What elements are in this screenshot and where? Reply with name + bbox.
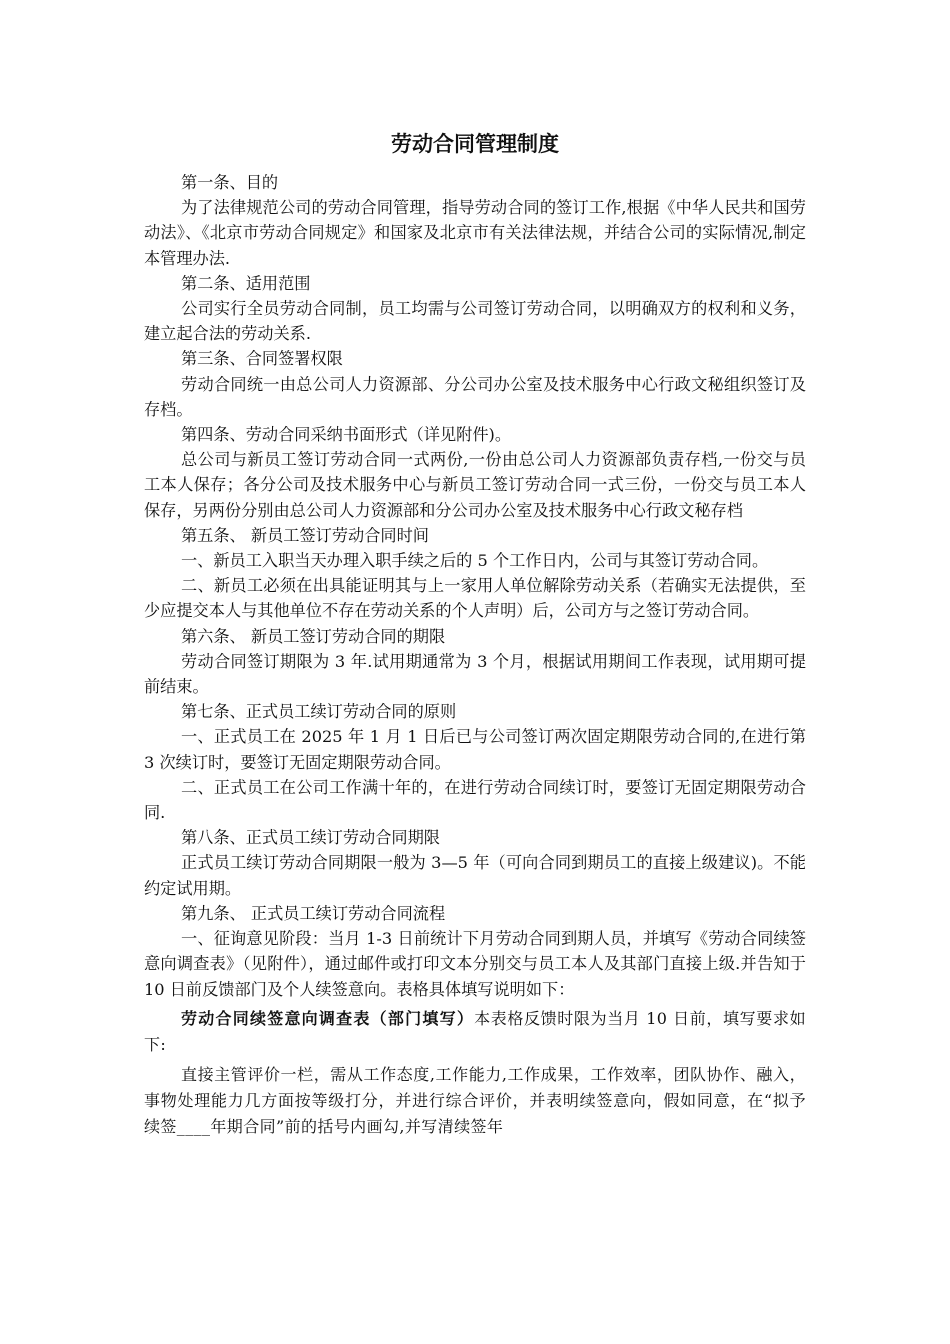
form-name: 劳动合同续签意向调查表（部门填写）: [181, 1008, 475, 1028]
article-7-heading: 第七条、正式员工续订劳动合同的原则: [181, 702, 457, 722]
article-6-body: 劳动合同签订期限为 3 年.试用期通常为 3 个月，根据试用期间工作表现，试用期可提前结束。: [144, 651, 806, 697]
form-note-text: 本表格反馈时限为当月 10 日前，填写要求如下:: [144, 1008, 806, 1054]
article-8-heading: 第八条、正式员工续订劳动合同期限: [181, 828, 440, 848]
article-6-heading: 第六条、 新员工签订劳动合同的期限: [181, 626, 446, 646]
article-4-heading: 第四条、劳动合同采纳书面形式（详见附件)。: [181, 425, 512, 445]
article-5-heading: 第五条、 新员工签订劳动合同时间: [181, 525, 429, 545]
article-3-body: 劳动合同统一由总公司人力资源部、分公司办公室及技术服务中心行政文秘组织签订及存档。: [144, 374, 806, 419]
document-page: [144, 128, 806, 1140]
article-7-item-2: 二、正式员工在公司工作满十年的，在进行劳动合同续订时，要签订无固定期限劳动合同.: [144, 777, 806, 823]
document-title: 劳动合同管理制度: [391, 132, 559, 156]
article-4-body: 总公司与新员工签订劳动合同一式两份,一份由总公司人力资源部负责存档,一份交与员工本人保存；各分公司及技术服务中心与新员工签订劳动合同一式三份，一份交与员工本人保存，另两份分别由总公司人力资源部和分公司办公室及技术服务中心行政文秘存档: [144, 450, 806, 520]
article-8-body: 正式员工续订劳动合同期限一般为 3—5 年（可向合同到期员工的直接上级建议)。不能约定试用期。: [144, 853, 806, 898]
article-1-heading: 第一条、目的: [181, 173, 279, 192]
article-9-heading: 第九条、 正式员工续订劳动合同流程: [181, 903, 446, 923]
article-2-heading: 第二条、适用范围: [181, 273, 311, 293]
article-1-body: 为了法律规范公司的劳动合同管理，指导劳动合同的签订工作,根据《中华人民共和国劳动法》、《北京市劳动合同规定》和国家及北京市有关法律法规，并结合公司的实际情况,制定本管理办法.: [144, 198, 806, 268]
article-7-item-1: 一、正式员工在 2025 年 1 月 1 日后已与公司签订两次固定期限劳动合同的,在进行第 3 次续订时，要签订无固定期限劳动合同。: [144, 727, 806, 772]
article-5-item-2: 二、新员工必须在出具能证明其与上一家用人单位解除劳动关系（若确实无法提供，至少应提交本人与其他单位不存在劳动关系的个人声明）后，公司方与之签订劳动合同。: [144, 576, 806, 621]
article-3-heading: 第三条、合同签署权限: [181, 349, 343, 369]
evaluation-instructions: 直接主管评价一栏，需从工作态度,工作能力,工作成果，工作效率，团队协作、融入，事物处理能力几方面按等级打分，并进行综合评价，并表明续签意向，假如同意，在“拟予续签____年期合同”前的括号内画勾,并写清续签年: [144, 1064, 806, 1136]
article-5-item-1: 一、新员工入职当天办理入职手续之后的 5 个工作日内，公司与其签订劳动合同。: [181, 551, 769, 571]
form-note: [144, 1006, 806, 1058]
article-2-body: 公司实行全员劳动合同制，员工均需与公司签订劳动合同，以明确双方的权利和义务，建立起合法的劳动关系.: [144, 299, 806, 344]
article-9-item-1: 一、征询意见阶段：当月 1-3 日前统计下月劳动合同到期人员，并填写《劳动合同续签意向调查表》（见附件），通过邮件或打印文本分别交与员工本人及其部门直接上级.并告知于 10 日前反馈部门及个人续签意向。表格具体填写说明如下：: [144, 929, 806, 999]
